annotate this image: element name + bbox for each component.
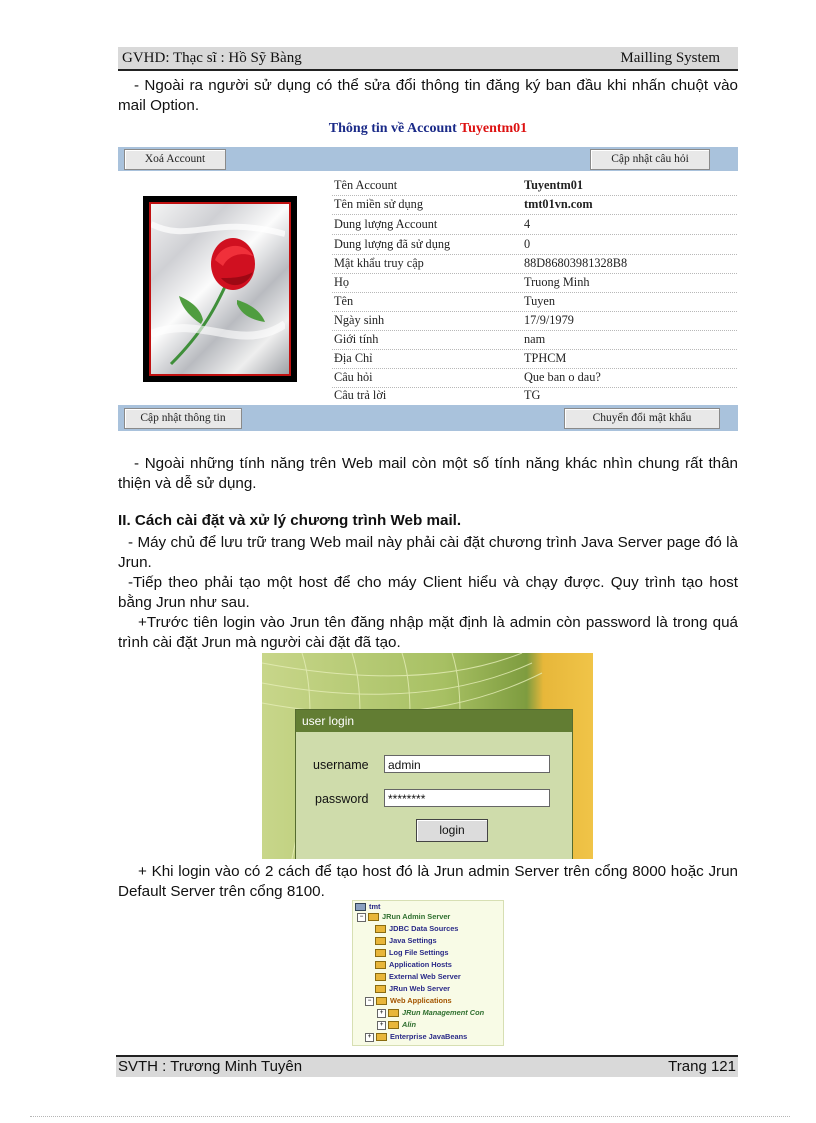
info-label: Tên Account <box>334 178 398 192</box>
tree-ejb-label: Enterprise JavaBeans <box>390 1032 468 1041</box>
account-top-toolbar <box>118 147 738 171</box>
info-value: nam <box>524 332 546 346</box>
tree-root-label: tmt <box>369 902 381 911</box>
info-label: Mật khẩu truy cập <box>334 256 424 270</box>
info-label: Câu trả lời <box>334 388 387 402</box>
host-paragraph: -Tiếp theo phải tạo một host để cho máy Client hiểu và chạy được. Quy trình tạo host bằng Jrun như sau. <box>118 574 738 611</box>
folder-icon <box>368 913 379 921</box>
tree-web-apps[interactable] <box>365 995 452 1007</box>
computer-icon <box>355 903 366 911</box>
password-label: password <box>315 792 369 806</box>
password-input[interactable]: ******** <box>384 789 550 807</box>
info-label: Câu hỏi <box>334 370 373 384</box>
tree-sub-item[interactable] <box>377 1019 416 1031</box>
info-label: Họ <box>334 275 350 289</box>
info-label: Giới tính <box>334 332 379 346</box>
info-value: 4 <box>524 217 531 231</box>
info-label: Ngày sinh <box>334 313 385 327</box>
info-row <box>332 311 737 331</box>
info-value: 0 <box>524 237 531 251</box>
change-password-button[interactable]: Chuyển đổi mật khẩu <box>564 408 720 429</box>
username-input[interactable]: admin <box>384 755 550 773</box>
tree-server-label: JRun Admin Server <box>382 912 451 921</box>
account-title <box>118 121 738 137</box>
folder-icon <box>376 997 387 1005</box>
delete-account-button[interactable]: Xoá Account <box>124 149 226 170</box>
login-panel <box>295 709 573 859</box>
info-value: tmt01vn.com <box>524 197 593 211</box>
jrun-admin-tree <box>352 900 504 1046</box>
info-row <box>332 235 737 255</box>
info-row <box>332 292 737 312</box>
tree-item[interactable] <box>375 959 452 971</box>
tree-web-apps-label: Web Applications <box>390 996 452 1005</box>
login-button[interactable]: login <box>416 819 488 842</box>
account-avatar <box>143 196 297 382</box>
info-label: Tên miền sử dụng <box>334 197 423 211</box>
section-heading: II. Cách cài đặt và xử lý chương trình Web mail. <box>118 512 462 529</box>
tree-item[interactable] <box>375 947 449 959</box>
folder-icon <box>388 1021 399 1029</box>
info-label: Tên <box>334 294 354 308</box>
info-value: Que ban o dau? <box>524 370 601 384</box>
info-label: Địa Chỉ <box>334 351 373 365</box>
info-value: Tuyen <box>524 294 555 308</box>
collapse-icon[interactable]: − <box>357 913 366 922</box>
tree-server[interactable] <box>357 911 450 923</box>
info-value: Tuyentm01 <box>524 178 583 192</box>
tree-item-label: Log File Settings <box>389 948 449 957</box>
account-title-prefix: Thông tin về Account <box>328 121 457 136</box>
info-value: 17/9/1979 <box>524 313 574 327</box>
info-row <box>332 386 737 405</box>
info-row <box>332 273 737 293</box>
info-label: Dung lượng Account <box>334 217 438 231</box>
info-value: TPHCM <box>524 351 567 365</box>
folder-icon <box>375 961 386 969</box>
tree-item-label: JDBC Data Sources <box>389 924 459 933</box>
folder-icon <box>375 949 386 957</box>
expand-icon[interactable]: + <box>377 1021 386 1030</box>
rose-icon <box>151 204 285 370</box>
folder-icon <box>375 937 386 945</box>
info-row <box>332 176 737 196</box>
username-label: username <box>313 758 369 772</box>
jrun-login-screenshot <box>262 653 593 859</box>
footer-page-number: Trang 121 <box>668 1058 736 1075</box>
tree-item-label: JRun Web Server <box>389 984 451 993</box>
info-row <box>332 215 737 235</box>
info-value: Truong Minh <box>524 275 590 289</box>
info-value: TG <box>524 388 541 402</box>
update-info-button[interactable]: Cập nhật thông tin <box>124 408 242 429</box>
login-paragraph: +Trước tiên login vào Jrun tên đăng nhập mặt định là admin còn password là trong quá trình cài đặt Jrun mà người cài đặt đã tạo. <box>118 614 738 651</box>
expand-icon[interactable]: + <box>365 1033 374 1042</box>
bottom-dotted-rule <box>30 1116 790 1117</box>
page-header <box>118 47 738 71</box>
info-row <box>332 349 737 369</box>
server-paragraph: - Máy chủ để lưu trữ trang Web mail này phải cài đặt chương trình Java Server page đó là Jrun. <box>118 534 738 571</box>
features-paragraph: - Ngoài những tính năng trên Web mail còn một số tính năng khác nhìn chung rất thân thiện và dễ sử dụng. <box>118 455 738 492</box>
tree-item[interactable] <box>375 923 458 935</box>
info-value: 88D86803981328B8 <box>524 256 628 270</box>
tree-ejb[interactable] <box>365 1031 467 1043</box>
folder-icon <box>375 973 386 981</box>
collapse-icon[interactable]: − <box>365 997 374 1006</box>
tree-item-label: Application Hosts <box>389 960 452 969</box>
tree-item-label: Java Settings <box>389 936 437 945</box>
after-login-paragraph: + Khi login vào có 2 cách để tạo host đó là Jrun admin Server trên cổng 8000 hoặc Jrun Default Server trên cổng 8100. <box>118 863 738 900</box>
tree-item-label: External Web Server <box>389 972 461 981</box>
tree-sub-item[interactable] <box>377 1007 484 1019</box>
tree-item[interactable] <box>375 935 437 947</box>
folder-icon <box>376 1033 387 1041</box>
info-label: Dung lượng đã sử dụng <box>334 237 451 251</box>
tree-sub-item-label: Alin <box>402 1020 416 1029</box>
update-question-button[interactable]: Cập nhật câu hỏi <box>590 149 710 170</box>
tree-item[interactable] <box>375 983 450 995</box>
tree-sub-item-label: JRun Management Con <box>402 1008 485 1017</box>
folder-icon <box>375 985 386 993</box>
login-panel-title: user login <box>296 710 572 732</box>
expand-icon[interactable]: + <box>377 1009 386 1018</box>
folder-icon <box>375 925 386 933</box>
intro-paragraph: - Ngoài ra người sử dụng có thể sửa đổi thông tin đăng ký ban đầu khi nhấn chuột vào mail Option. <box>118 77 738 114</box>
header-system-name: Mailling System <box>620 50 720 66</box>
info-row <box>332 368 737 388</box>
header-advisor: GVHD: Thạc sĩ : Hồ Sỹ Bàng <box>122 50 302 66</box>
info-row <box>332 195 737 215</box>
account-bottom-toolbar <box>118 405 738 431</box>
folder-icon <box>388 1009 399 1017</box>
account-title-user: Tuyentm01 <box>460 121 528 136</box>
tree-item[interactable] <box>375 971 461 983</box>
info-row <box>332 330 737 350</box>
info-row <box>332 254 737 274</box>
footer-student: SVTH : Trương Minh Tuyên <box>118 1058 303 1075</box>
page-footer <box>116 1055 738 1077</box>
rose-image <box>149 202 291 376</box>
